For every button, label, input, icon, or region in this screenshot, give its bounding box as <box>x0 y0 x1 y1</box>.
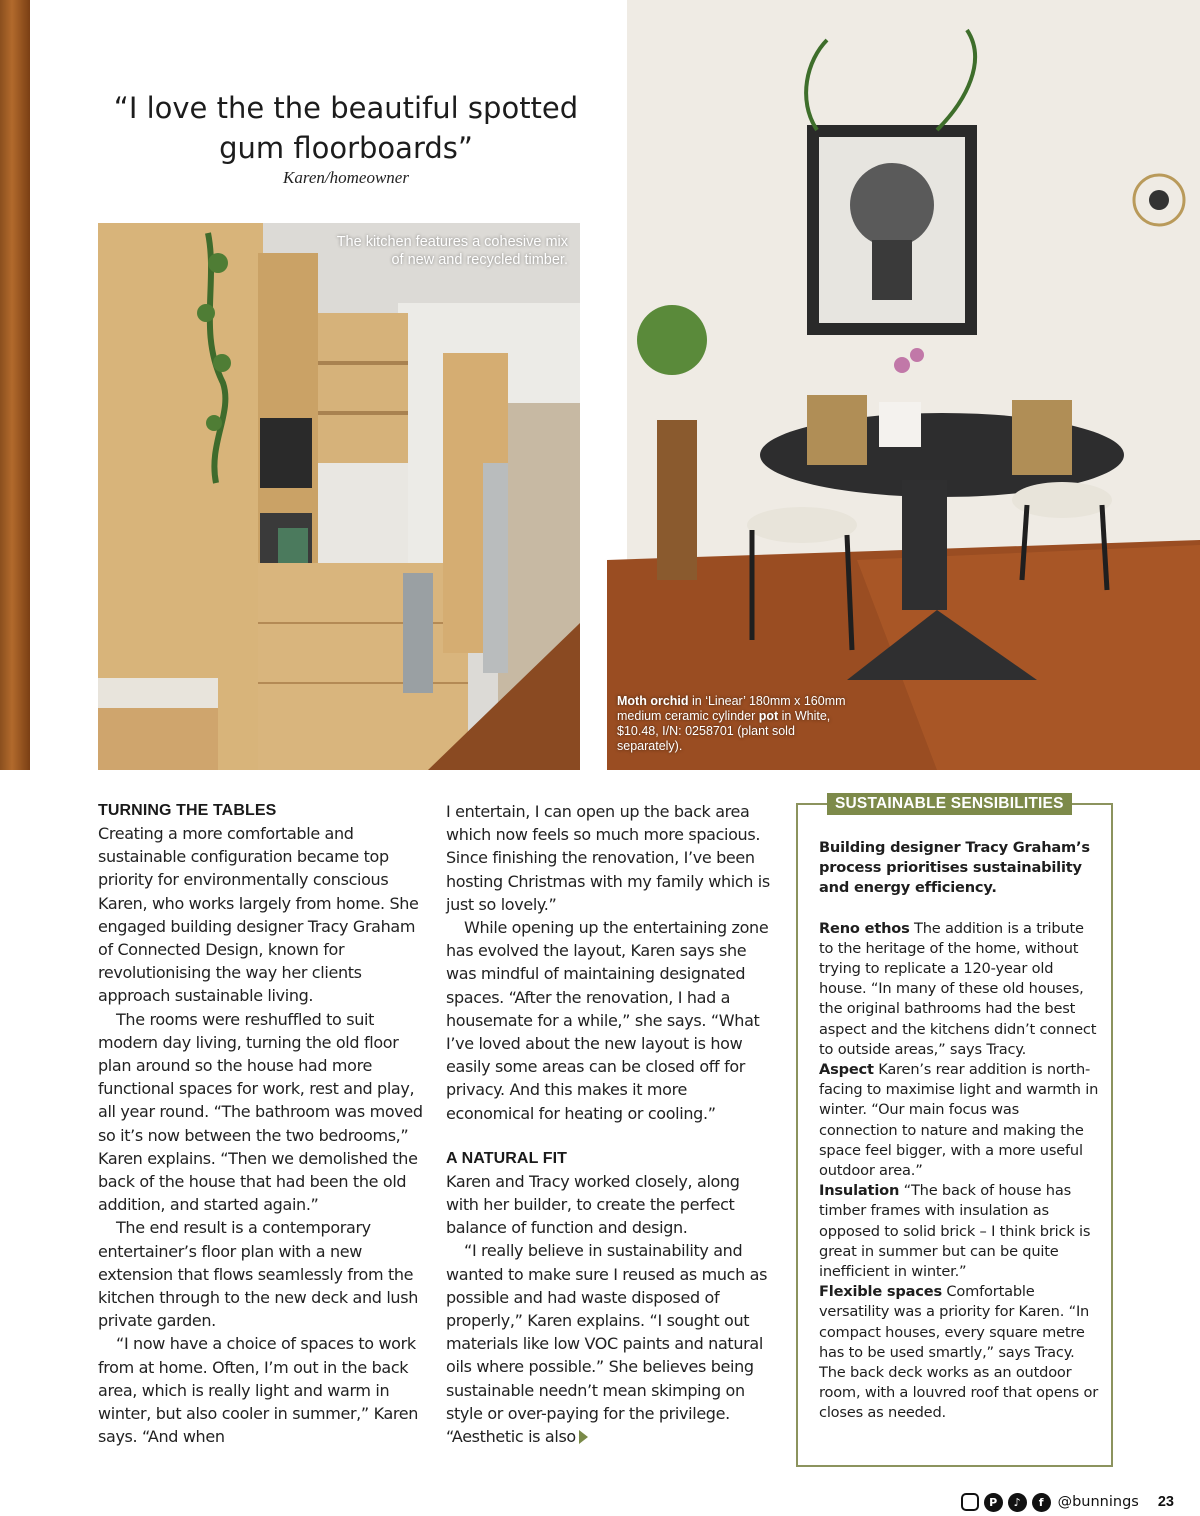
dining-photo <box>607 0 1200 770</box>
paragraph: The end result is a contemporary entertainer’s floor plan with a new extension that flows seamlessly from the kitchen through to the new deck and lush private garden. <box>98 1218 418 1331</box>
social-handle: @bunnings <box>1057 1494 1139 1510</box>
page-footer <box>961 1491 1174 1513</box>
paragraph: “I really believe in sustainability and wanted to make sure I reused as much as possible and had waste disposed of properly,” Karen explains. “I sought out materials like low VOC paints and natural oils where possible.” She believes being sustainable needn’t mean skimping on style or over-paying for the privilege. “Aesthetic is also <box>446 1241 768 1447</box>
door-frame-edge <box>0 0 30 770</box>
dining-caption: Moth orchid in ‘Linear’ 180mm x 160mm medium ceramic cylinder pot in White, $10.48, I/N: 0258701 (plant sold separately). <box>617 694 846 753</box>
paragraph: “I now have a choice of spaces to work from at home. Often, I’m out in the back area, which is really light and warm in winter, but also cooler in summer,” Karen says. “And when <box>98 1334 419 1447</box>
article-column-1 <box>98 800 428 1448</box>
sidebar-item: Flexible spaces Comfortable versatility was a priority for Karen. “In compact houses, every square metre has to be used smartly,” says Tracy. The back deck works as an outdoor room, with a louvred roof that opens or closes as needed. <box>819 1283 1099 1422</box>
pinterest-icon[interactable]: P <box>984 1493 1003 1512</box>
quote-attribution: Karen/homeowner <box>283 168 409 187</box>
sidebar-item: Reno ethos The addition is a tribute to the heritage of the home, without trying to replicate a 120-year old house. “In many of these old houses, the original bathrooms had the best aspect and the kitchens didn’t connect to outside areas,” says Tracy. <box>819 919 1097 1058</box>
article-column-2 <box>446 800 776 1448</box>
sidebar-tag: SUSTAINABLE SENSIBILITIES <box>827 793 1072 815</box>
pull-quote: “I love the the beautiful spotted gum floorboards” <box>113 91 579 165</box>
section-heading: A NATURAL FIT <box>446 1149 567 1167</box>
dining-illustration <box>607 0 1200 770</box>
sidebar-item: Insulation “The back of house has timber frames with insulation as opposed to solid brick – I think brick is great in summer but can be quite inefficient in winter.” <box>819 1182 1091 1281</box>
sidebar-intro: Building designer Tracy Graham’s process prioritises sustainability and energy efficiency. <box>819 839 1090 897</box>
kitchen-caption: The kitchen features a cohesive mix of new and recycled timber. <box>336 234 568 268</box>
kitchen-photo <box>98 223 580 770</box>
tiktok-icon[interactable]: ♪ <box>1008 1493 1027 1512</box>
paragraph: The rooms were reshuffled to suit modern day living, turning the old floor plan around so the house had more functional spaces for work, rest and play, all year round. “The bathroom was moved so it’s now between the two bedrooms,” Karen explains. “Then we demolished the back of the house that had been the old addition, and started again.” <box>98 1009 423 1215</box>
section-heading: TURNING THE TABLES <box>98 802 277 819</box>
kitchen-illustration <box>98 223 580 770</box>
paragraph: While opening up the entertaining zone has evolved the layout, Karen says she was mindful of maintaining designated spaces. “After the renovation, I had a housemate for a while,” she says. “What I’ve loved about the new layout is how easily some areas can be closed off for privacy. And this makes it more economical for heating or cooling.” <box>446 918 769 1123</box>
instagram-icon[interactable] <box>961 1493 979 1511</box>
continue-arrow-icon <box>579 1430 588 1444</box>
paragraph: Creating a more comfortable and sustainable configuration became top priority for environmentally conscious Karen, who works largely from home. She engaged building designer Tracy Graham of Connected Design, known for revolutionising the way her clients approach sustainable living. <box>98 824 419 1006</box>
facebook-icon[interactable]: f <box>1032 1493 1051 1512</box>
paragraph: Karen and Tracy worked closely, along with her builder, to create the perfect balance of function and design. <box>446 1171 740 1238</box>
paragraph: I entertain, I can open up the back area which now feels so much more spacious. Since finishing the renovation, I’ve been hosting Christmas with my family which is just so lovely.” <box>446 802 770 914</box>
sidebar-body <box>819 838 1101 1424</box>
page-number: 23 <box>1157 1494 1174 1510</box>
sidebar-item: Aspect Karen’s rear addition is north-facing to maximise light and warmth in winter. “Our main focus was connection to nature and making the space feel bigger, with a more useful outdoor area.” <box>819 1061 1099 1180</box>
